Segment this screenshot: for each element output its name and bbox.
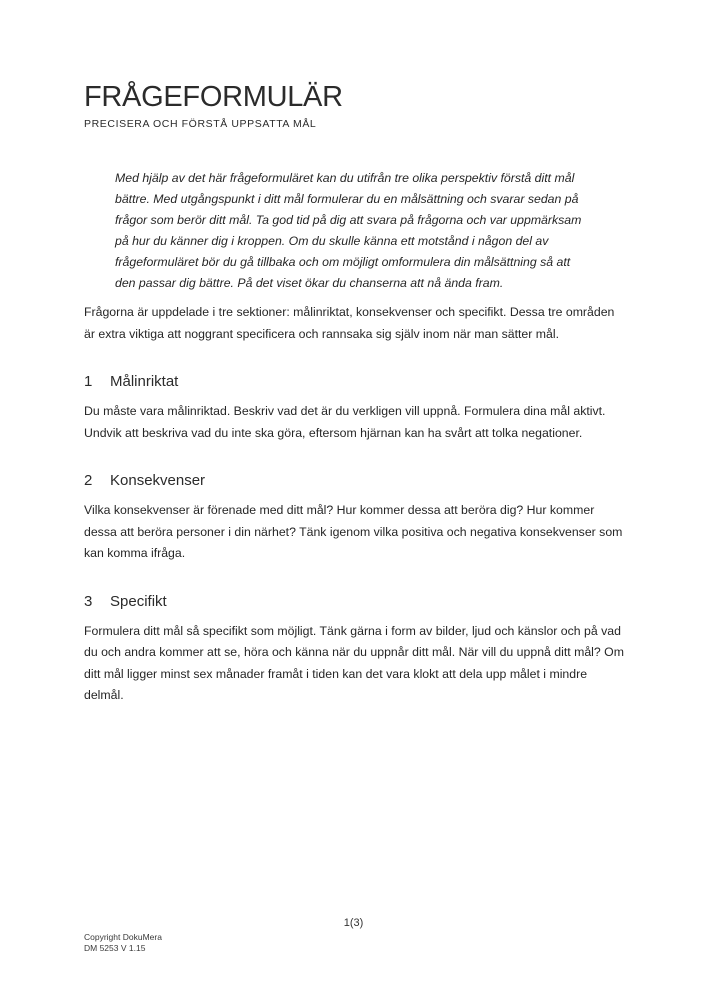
- document-content: [84, 0, 624, 707]
- section-heading-text: Konsekvenser: [110, 472, 206, 489]
- section-number: 2: [84, 472, 93, 489]
- doc-id-line: DM 5253 V 1.15: [84, 943, 146, 953]
- section-heading-konsekvenser: [84, 471, 624, 491]
- footer-copyright-block: [84, 932, 162, 954]
- section-konsekvenser: [84, 471, 624, 565]
- intro-paragraph: Med hjälp av det här frågeformuläret kan du utifrån tre olika perspektiv förstå ditt mål bättre. Med utgångspunkt i ditt mål formulerar du en målsättning och svarar sedan på frågor som berör ditt mål. Ta god tid på dig att svara på frågorna och var uppmärksam på hur du känner dig i kroppen. Om du skulle känna ett motstånd i någon del av frågeformuläret bör du gå tillbaka och om möjligt omformulera din målsättning så att den passar dig bättre. På det viset ökar du chanserna att nå ända fram.: [115, 171, 582, 290]
- section-heading-text: Målinriktat: [110, 373, 179, 390]
- section-body-specifikt: Formulera ditt mål så specifikt som möjligt. Tänk gärna i form av bilder, ljud och känslor och på vad du och andra kommer att se, höra och känna när du uppnår ditt mål. När vill du uppnå ditt mål? Om ditt mål ligger minst sex månader framåt i tiden kan det vara klokt att dela upp målet i mindre delmål.: [84, 623, 624, 702]
- section-body-malinriktat: Du måste vara målinriktad. Beskriv vad det är du verkligen vill uppnå. Formulera dina mål aktivt. Undvik att beskriva vad du inte ska göra, eftersom hjärnan kan ha svårt att tolka negationer.: [84, 404, 606, 440]
- overview-paragraph: Frågorna är uppdelade i tre sektioner: målinriktat, konsekvenser och specifikt. Dessa tre områden är extra viktiga att noggrant specificera och rannsaka sig själv inom när man sätter mål.: [84, 305, 615, 341]
- section-number: 1: [84, 373, 93, 390]
- section-heading-specifikt: [84, 592, 624, 612]
- section-specifikt: [84, 592, 624, 707]
- section-heading-text: Specifikt: [110, 592, 167, 610]
- page-title: FRÅGEFORMULÄR: [84, 81, 343, 113]
- section-body-konsekvenser: Vilka konsekvenser är förenade med ditt mål? Hur kommer dessa att beröra dig? Hur kommer dessa att beröra personer i din närhet? Tänk igenom vilka positiva och negativa konsekvenser som kan komma ifråga.: [84, 503, 623, 560]
- page-number: 1(3): [343, 917, 364, 929]
- section-heading-malinriktat: [84, 372, 624, 392]
- copyright-line: Copyright DokuMera: [84, 932, 162, 942]
- section-number: 3: [84, 592, 93, 610]
- page-subtitle: PRECISERA OCH FÖRSTÅ UPPSATTA MÅL: [84, 118, 317, 130]
- section-malinriktat: [84, 372, 624, 444]
